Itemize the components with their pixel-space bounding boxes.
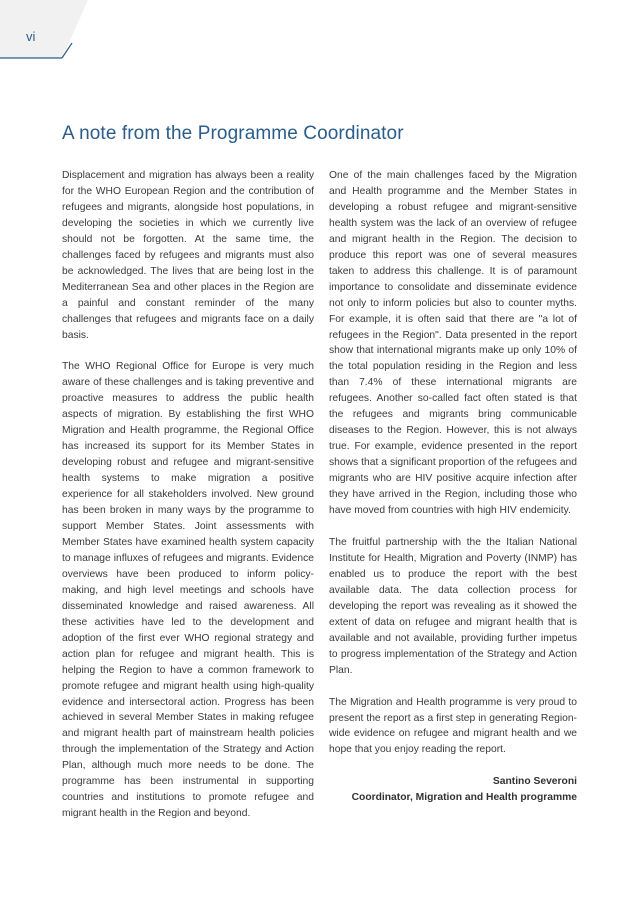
paragraph: The fruitful partnership with the the Italian National Institute for Health, Migration and Poverty (INMP) has enabled us to produce the report with the best available data. The data collection process for developing the report was revealing as it showed the extent of data on refugee and migrant health that is available and not available, providing further impetus to progress implementation of the Strategy and Action Plan.	[329, 536, 577, 676]
paragraph: The Migration and Health programme is very proud to present the report as a first step in generating Region-wide evidence on refugee and migrant health and we hope that you enjoy reading the report.	[329, 696, 577, 756]
paragraph: One of the main challenges faced by the Migration and Health programme and the Member States in developing a robust refugee and migrant-sensitive health system was the lack of an overview of refugee and migrant health in the Region. The decision to produce this report was one of several measures taken to address this challenge. It is of paramount importance to consolidate and disseminate evidence not only to inform policies but also to counter myths. For example, it is often said that there are "a lot of refugees in the Region". Data presented in the report show that international migrants make up only 10% of the total population residing in the Region and less than 7.4% of these international migrants are refugees. Another so-called fact often stated is that the refugees and migrants bring communicable diseases to the Region. However, this is not always true. For example, evidence presented in the report shows that a significant proportion of the refugees and migrants who are HIV positive acquire infection after they have arrived in the Region, including those who have moved from countries with high HIV endemicity.	[329, 170, 577, 517]
signature-name: Santino Severoni	[492, 776, 577, 788]
page-title: A note from the Programme Coordinator	[62, 123, 404, 144]
signature-block	[329, 774, 577, 806]
right-column	[329, 168, 577, 806]
signature-role: Coordinator, Migration and Health programme	[351, 792, 577, 804]
left-column	[62, 168, 314, 838]
page-number: vi	[26, 29, 36, 44]
page-corner-tab	[0, 0, 100, 70]
paragraph: Displacement and migration has always been a reality for the WHO European Region and the contribution of refugees and migrants, alongside host populations, in developing the societies in which we currently live should not be forgotten. At the same time, the challenges faced by refugees and migrants must also be acknowledged. The lives that are being lost in the Mediterranean Sea and other places in the Region are a painful and constant reminder of the many challenges that refugees and migrants face on a daily basis.	[62, 170, 314, 341]
paragraph: The WHO Regional Office for Europe is very much aware of these challenges and is taking preventive and proactive measures to address the public health aspects of migration. By establishing the first WHO Migration and Health programme, the Regional Office has increased its support for its Member States in developing robust and refugee and migrant-sensitive health systems to make migration a positive experience for all stakeholders involved. New ground has been broken in many ways by the programme to support Member States. Joint assessments with Member States have examined health system capacity to manage influxes of refugees and migrants. Evidence overviews have been produced to inform policy-making, and high level meetings and schools have disseminated knowledge and raised awareness. All these activities have led to the development and adoption of the first ever WHO regional strategy and action plan for refugee and migrant health. This is helping the Region to have a common framework to promote refugee and migrant health using high-quality evidence and intersectoral action. Progress has been achieved in several Member States in making refugee and migrant health part of mainstream health policies through the implementation of the Strategy and Action Plan, although much more needs to be done. The programme has been instrumental in supporting countries and institutions to promote refugee and migrant health in the Region and beyond.	[62, 361, 314, 820]
